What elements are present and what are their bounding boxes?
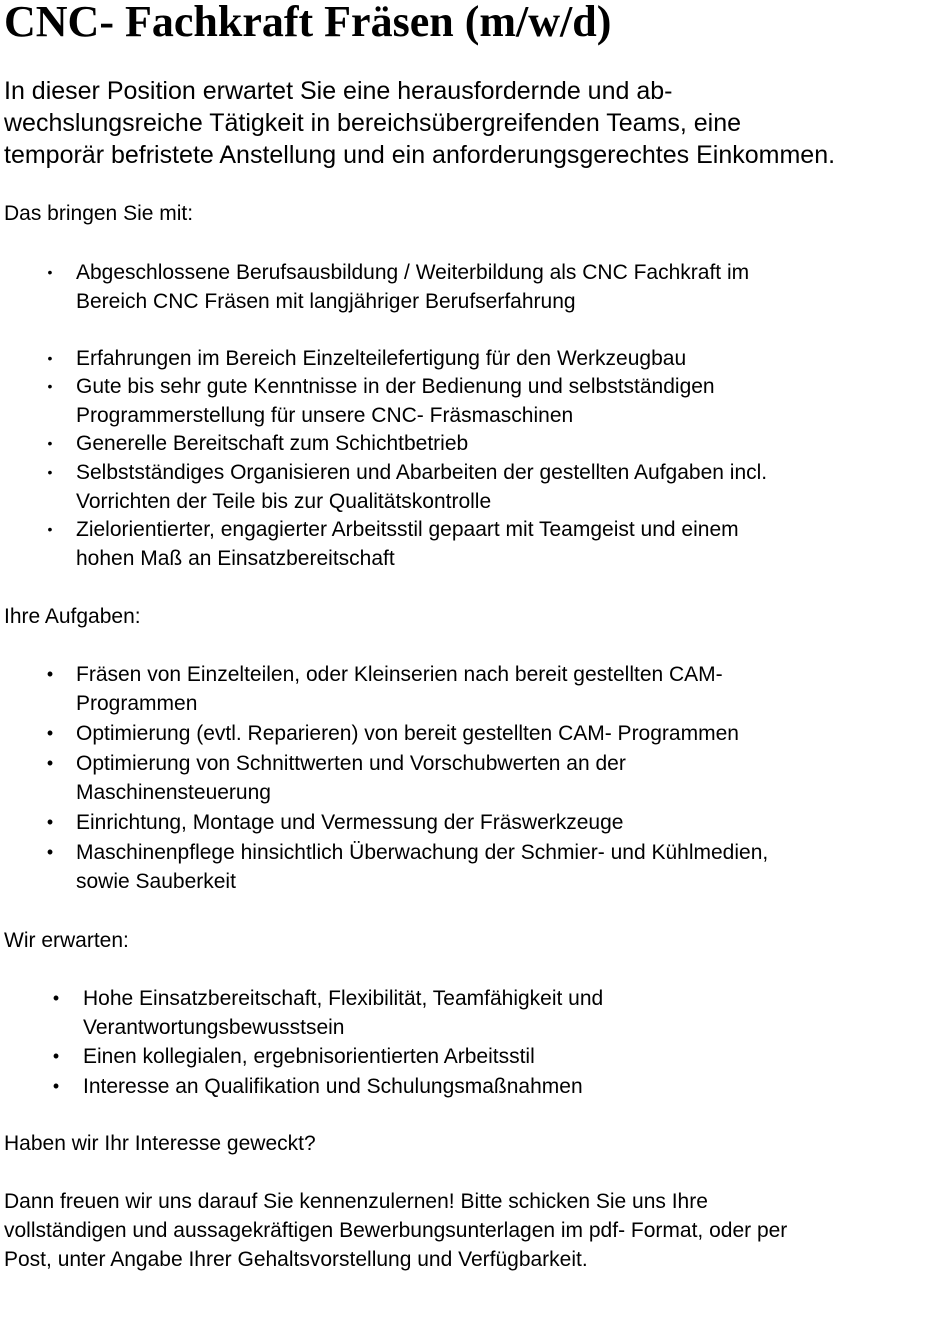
bullet-icon: • [46, 812, 54, 832]
profile-heading: Das bringen Sie mit: [4, 202, 194, 225]
expect-item-line: Verantwortungsbewusstsein [83, 1016, 345, 1039]
profile-item-line: Erfahrungen im Bereich Einzelteilefertigung für den Werkzeugbau [76, 347, 687, 370]
page-title: CNC- Fachkraft Fräsen (m/w/d) [4, 0, 612, 46]
bullet-icon: • [52, 1046, 60, 1066]
closing-line: Post, unter Angabe Ihrer Gehaltsvorstellung und Verfügbarkeit. [4, 1248, 588, 1271]
intro-line: wechslungsreiche Tätigkeit in bereichsübergreifenden Teams, eine [4, 109, 742, 137]
task-item-line: Einrichtung, Montage und Vermessung der Fräswerkzeuge [76, 811, 624, 834]
profile-item-line: Generelle Bereitschaft zum Schichtbetrieb [76, 432, 469, 455]
interest-question: Haben wir Ihr Interesse geweckt? [4, 1132, 316, 1155]
task-item-line: Maschinensteuerung [76, 781, 271, 804]
bullet-icon: • [47, 264, 53, 280]
expect-item-line: Hohe Einsatzbereitschaft, Flexibilität, Teamfähigkeit und [83, 987, 604, 1010]
task-item-line: Fräsen von Einzelteilen, oder Kleinserien nach bereit gestellten CAM- [76, 663, 723, 686]
bullet-icon: • [52, 988, 60, 1008]
task-item-line: Optimierung (evtl. Reparieren) von bereit gestellten CAM- Programmen [76, 722, 739, 745]
tasks-heading: Ihre Aufgaben: [4, 605, 141, 628]
profile-item-line: Programmerstellung für unsere CNC- Fräsmaschinen [76, 404, 574, 427]
bullet-icon: • [47, 350, 53, 366]
profile-item-line: Gute bis sehr gute Kenntnisse in der Bedienung und selbstständigen [76, 375, 715, 398]
bullet-icon: • [46, 723, 54, 743]
closing-paragraph [4, 1187, 787, 1274]
expect-item-line: Interesse an Qualifikation und Schulungsmaßnahmen [83, 1075, 583, 1098]
intro-line: In dieser Position erwartet Sie eine herausfordernde und ab- [4, 77, 673, 105]
intro-line: temporär befristete Anstellung und ein anforderungsgerechtes Einkommen. [4, 141, 836, 169]
task-item-line: Optimierung von Schnittwerten und Vorschubwerten an der [76, 752, 626, 775]
closing-line: Dann freuen wir uns darauf Sie kennenzulernen! Bitte schicken Sie uns Ihre [4, 1190, 708, 1213]
closing-line: vollständigen und aussagekräftigen Bewerbungsunterlagen im pdf- Format, oder per [4, 1219, 788, 1242]
task-item-line: Programmen [76, 692, 198, 715]
bullet-icon: • [46, 753, 54, 773]
profile-item-line: Zielorientierter, engagierter Arbeitsstil gepaart mit Teamgeist und einem [76, 518, 739, 541]
task-item-line: Maschinenpflege hinsichtlich Überwachung der Schmier- und Kühlmedien, [76, 841, 769, 864]
expect-item-line: Einen kollegialen, ergebnisorientierten Arbeitsstil [83, 1045, 535, 1068]
profile-item-line: Abgeschlossene Berufsausbildung / Weiterbildung als CNC Fachkraft im [76, 261, 750, 284]
profile-item-line: Selbstständiges Organisieren und Abarbeiten der gestellten Aufgaben incl. [76, 461, 768, 484]
task-item-line: sowie Sauberkeit [76, 870, 236, 893]
bullet-icon: • [46, 664, 54, 684]
expect-heading: Wir erwarten: [4, 929, 129, 952]
profile-item-line: Vorrichten der Teile bis zur Qualitätskontrolle [76, 490, 492, 513]
bullet-icon: • [47, 464, 53, 480]
bullet-icon: • [46, 842, 54, 862]
profile-item-line: hohen Maß an Einsatzbereitschaft [76, 547, 395, 570]
profile-item-line: Bereich CNC Fräsen mit langjähriger Berufserfahrung [76, 290, 576, 313]
bullet-icon: • [52, 1076, 60, 1096]
bullet-icon: • [47, 435, 53, 451]
bullet-icon: • [47, 521, 53, 537]
intro-paragraph [4, 75, 930, 171]
bullet-icon: • [47, 378, 53, 394]
